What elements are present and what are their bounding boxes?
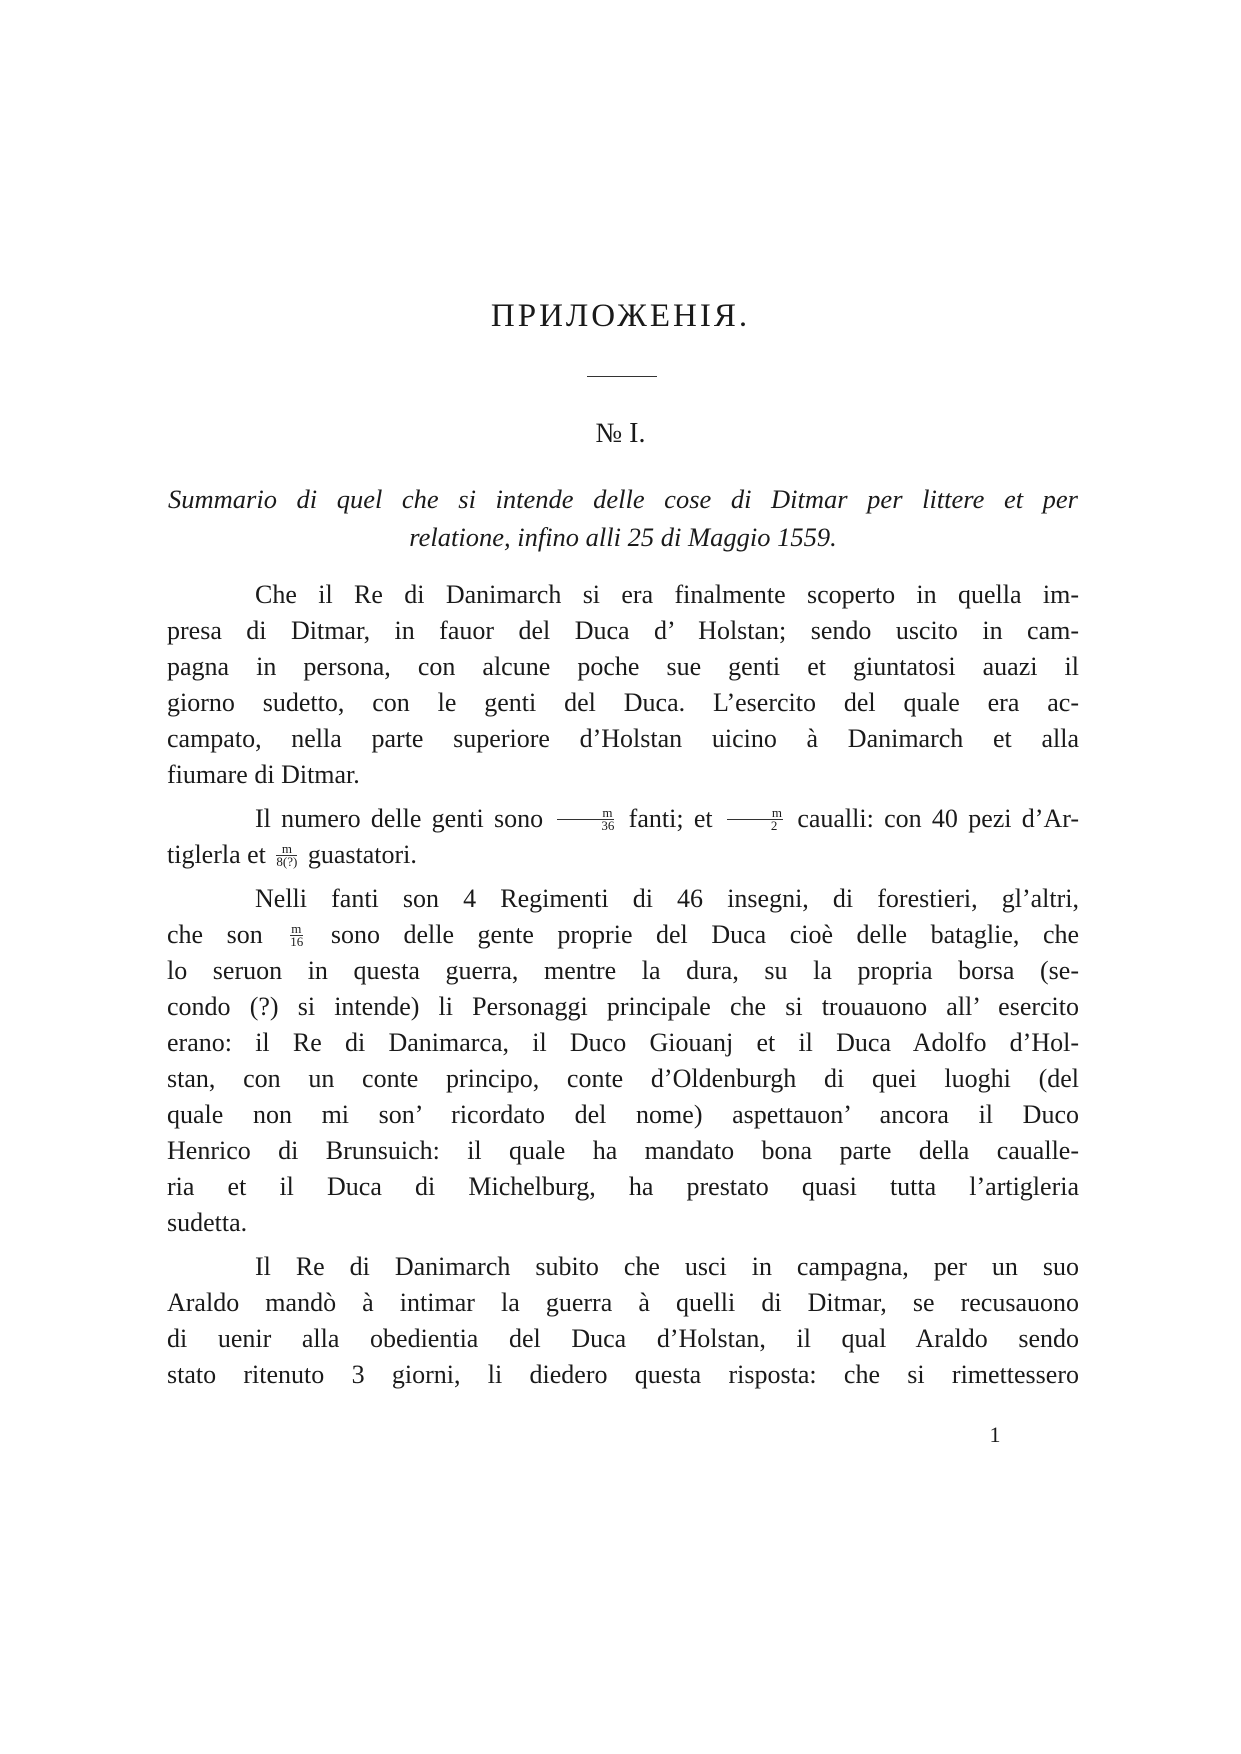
document-subtitle <box>168 480 1078 556</box>
text-line: pagna in persona, con alcune poche sue genti et giuntatosi auazi il <box>167 652 1079 681</box>
text-line: campato, nella parte superiore d’Holstan uicino à Danimarch et alla <box>167 724 1079 753</box>
text-line: Henrico di Brunsuich: il quale ha mandato bona parte della caualle- <box>167 1136 1079 1165</box>
fraction-numerator: m <box>557 807 614 820</box>
fraction <box>727 804 783 833</box>
heading-divider <box>587 376 657 377</box>
text-fragment: caualli: con 40 pezi d’Ar- <box>797 804 1080 833</box>
text-line: Il Re di Danimarch subito che usci in campagna, per un suo <box>255 1252 1079 1281</box>
text-fragment: che son <box>167 920 263 949</box>
fraction-denominator: 16 <box>290 933 304 949</box>
text-fragment: sono delle gente proprie del Duca cioè delle bataglie, che <box>330 920 1080 949</box>
text-line: stato ritenuto 3 giorni, li diedero questa risposta: che si rimettessero <box>167 1360 1079 1389</box>
text-line <box>167 837 1079 873</box>
paragraph-3 <box>167 881 1079 1241</box>
text-line <box>167 917 1079 953</box>
text-line: Che il Re di Danimarch si era finalmente scoperto in quella im- <box>255 580 1079 609</box>
text-fragment: fanti; et <box>628 804 713 833</box>
text-line: giorno sudetto, con le genti del Duca. L’esercito del quale era ac- <box>167 688 1079 717</box>
text-line: lo seruon in questa guerra, mentre la dura, su la propria borsa (se- <box>167 956 1079 985</box>
text-line: presa di Ditmar, in fauor del Duca d’ Holstan; sendo uscito in cam- <box>167 616 1079 645</box>
subtitle-line-2: relatione, infino alli 25 di Maggio 1559. <box>409 522 837 552</box>
fraction-denominator: 2 <box>770 817 778 833</box>
paragraph-4 <box>167 1249 1079 1393</box>
text-line: di uenir alla obedientia del Duca d’Holstan, il qual Araldo sendo <box>167 1324 1079 1353</box>
text-fragment: guastatori. <box>307 840 417 869</box>
fraction-denominator: 8(?) <box>276 853 298 869</box>
fraction <box>276 840 298 869</box>
text-line: condo (?) si intende) li Personaggi principale che si trouauono all’ esercito <box>167 992 1079 1021</box>
paragraph-1 <box>167 577 1079 793</box>
fraction <box>557 804 615 833</box>
text-line: quale non mi son’ ricordato del nome) aspettauon’ ancora il Duco <box>167 1100 1079 1129</box>
document-number: № I. <box>595 418 646 449</box>
text-line: ria et il Duca di Michelburg, ha prestato quasi tutta l’artigleria <box>167 1172 1079 1201</box>
text-line: Nelli fanti son 4 Regimenti di 46 insegni, di forestieri, gl’altri, <box>255 884 1079 913</box>
paragraph-2 <box>167 801 1079 873</box>
text-line: erano: il Re di Danimarca, il Duco Giouanj et il Duca Adolfo d’Hol- <box>167 1028 1079 1057</box>
text-line: fiumare di Ditmar. <box>167 760 360 789</box>
fraction-denominator: 36 <box>601 817 615 833</box>
fraction-numerator: m <box>291 920 302 936</box>
text-line: Araldo mandò à intimar la guerra à quelli di Ditmar, se recusauono <box>167 1288 1079 1317</box>
fraction-numerator: m <box>727 807 783 820</box>
body-text <box>167 577 1079 1401</box>
text-line: sudetta. <box>167 1208 248 1237</box>
text-line: stan, con un conte principo, conte d’Oldenburgh di quei luoghi (del <box>167 1064 1079 1093</box>
fraction-numerator: m <box>276 843 297 856</box>
page-number: 1 <box>989 1422 1001 1447</box>
subtitle-line-1: Summario di quel che si intende delle cose di Ditmar per littere et per <box>168 484 1078 514</box>
text-fragment: tiglerla et <box>167 840 266 869</box>
text-line <box>167 801 1079 837</box>
section-heading: ПРИЛОЖЕНІЯ. <box>490 298 751 334</box>
text-fragment: Il numero delle genti sono <box>255 804 544 833</box>
fraction <box>290 920 304 949</box>
